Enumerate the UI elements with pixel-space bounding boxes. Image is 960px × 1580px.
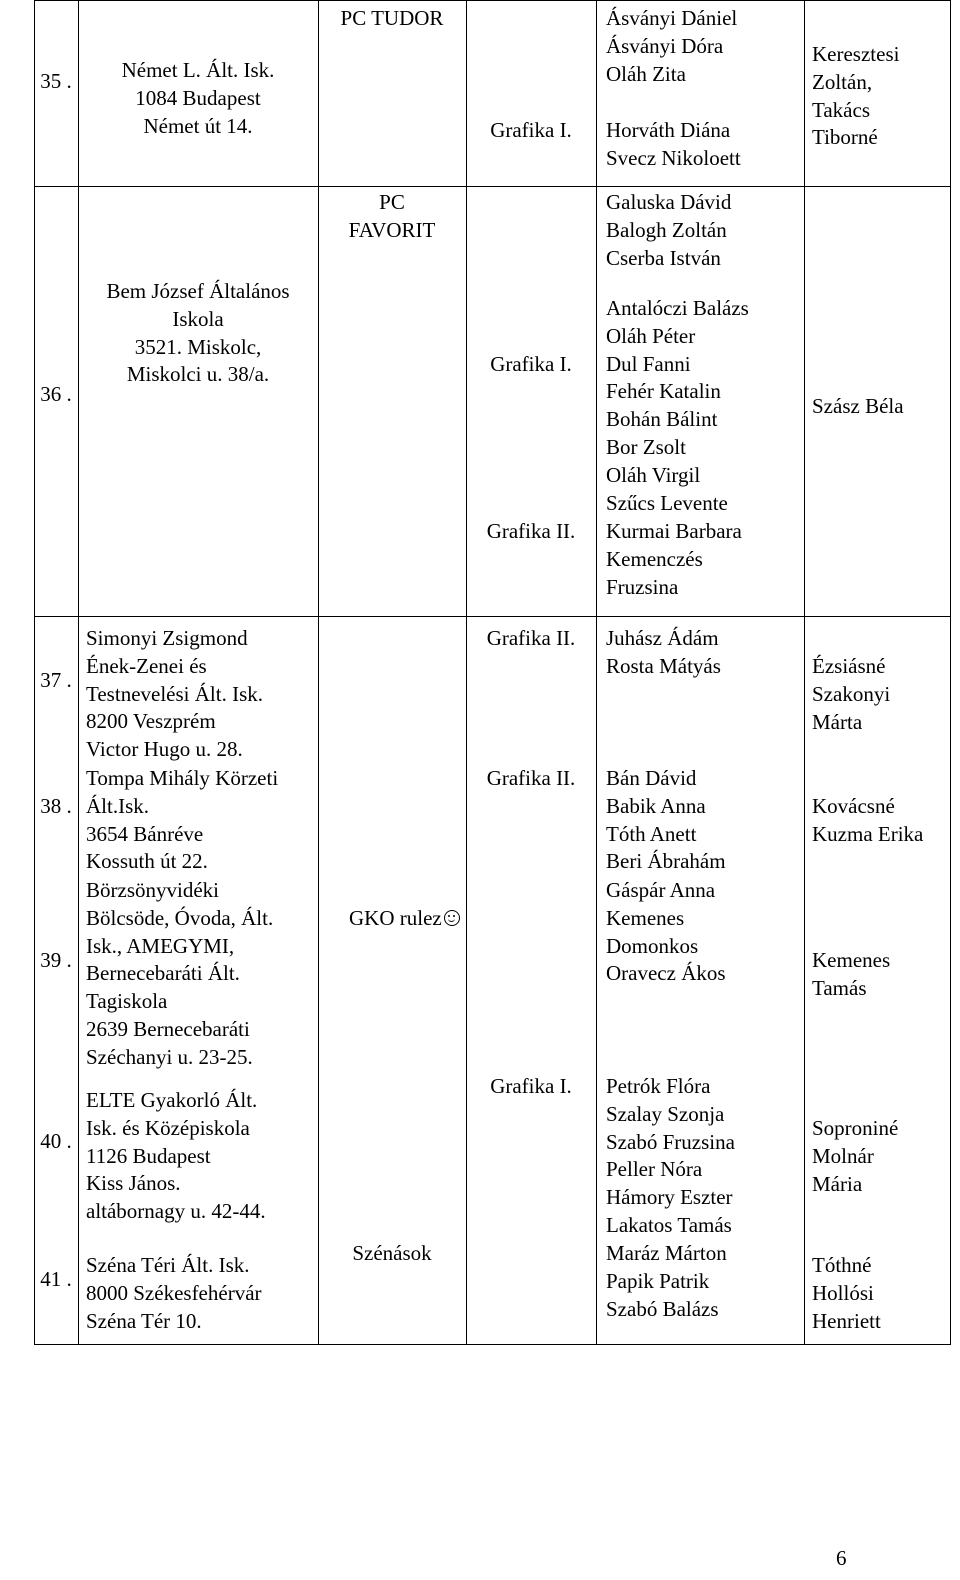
team-label: GKO rulez	[349, 905, 442, 930]
students-cell: Maráz Márton Papik Patrik Szabó Balázs	[606, 1241, 727, 1321]
school-cell: Börzsönyvidéki Bölcsöde, Óvoda, Ált. Isk., AMEGYMI, Bernecebaráti Ált. Tagiskola 2639 Bernecebaráti Széchanyi u. 23-25.	[86, 878, 274, 1069]
row-number: 36 .	[40, 382, 72, 406]
row-number: 35 .	[40, 69, 72, 93]
col-line-4	[596, 0, 597, 1345]
students-cell: Galuska Dávid Balogh Zoltán Cserba István	[606, 190, 732, 270]
school-cell: Német L. Ált. Isk. 1084 Budapest Német út 14.	[121, 58, 275, 138]
students-cell: Juhász Ádám Rosta Mátyás	[606, 626, 721, 678]
category-cell: Grafika II.	[486, 519, 576, 543]
students-cell: Horváth Diána Svecz Nikoloett	[606, 118, 741, 170]
teacher-cell: Szász Béla	[812, 394, 904, 418]
students-cell: Antalóczi Balázs Oláh Péter Dul Fanni Fehér Katalin Bohán Bálint Bor Zsolt Oláh Virgil Szűcs Levente	[606, 296, 749, 515]
col-line-3	[466, 0, 467, 1345]
row-divider-36-37	[34, 616, 951, 617]
teacher-cell: Kemenes Tamás	[812, 948, 891, 1000]
category-cell: Grafika II.	[486, 766, 576, 790]
row-number: 40 .	[40, 1129, 72, 1153]
col-line-5	[804, 0, 805, 1345]
team-cell: PC FAVORIT	[348, 190, 436, 242]
school-cell: Széna Téri Ált. Isk. 8000 Székesfehérvár Széna Tér 10.	[86, 1253, 262, 1333]
row-number: 38 .	[40, 794, 72, 818]
row-number: 41 .	[40, 1267, 72, 1291]
school-cell: Bem József Általános Iskola 3521. Miskolc, Miskolci u. 38/a.	[106, 279, 290, 387]
col-line-1	[78, 0, 79, 1345]
table-border-bottom	[34, 1344, 951, 1345]
category-cell: Grafika I.	[490, 352, 572, 376]
teacher-cell: Keresztesi Zoltán, Takács Tiborné	[812, 42, 900, 150]
teacher-cell: Tóthné Hollósi Henriett	[812, 1253, 881, 1333]
row-divider-35-36	[34, 186, 951, 187]
students-cell: Ásványi Dániel Ásványi Dóra Oláh Zita	[606, 6, 738, 86]
smiley-icon	[444, 910, 460, 926]
page-number: 6	[836, 1546, 847, 1570]
students-cell: Bán Dávid Babik Anna Tóth Anett Beri Ábrahám	[606, 766, 726, 874]
teacher-cell: Sopronіné Molnár Mária	[812, 1116, 899, 1196]
students-cell: Petrók Flóra Szalay Szonja Szabó Fruzsina Peller Nóra Hámory Eszter Lakatos Tamás	[606, 1074, 735, 1237]
students-cell: Kurmai Barbara Kemenczés Fruzsina	[606, 519, 742, 599]
teacher-cell: Ézsiásné Szakonyi Márta	[812, 654, 891, 734]
team-cell	[328, 877, 460, 960]
category-cell: Grafika II.	[486, 626, 576, 650]
table-border-top	[34, 0, 951, 1]
col-line-6	[950, 0, 951, 1345]
teacher-cell: Kovácsné Kuzma Erika	[812, 794, 924, 846]
students-cell: Gáspár Anna Kemenes Domonkos Oravecz Ákos	[606, 878, 726, 986]
school-cell: Tompa Mihály Körzeti Ált.Isk. 3654 Bánréve Kossuth út 22.	[86, 766, 279, 874]
school-cell: ELTE Gyakorló Ált. Isk. és Középiskola 1126 Budapest Kiss János. altábornagy u. 42-44.	[86, 1088, 266, 1224]
row-number: 37 .	[40, 668, 72, 692]
team-cell: PC TUDOR	[340, 6, 444, 30]
row-number: 39 .	[40, 948, 72, 972]
category-cell: Grafika I.	[490, 1074, 572, 1098]
team-cell: Szénások	[352, 1241, 432, 1265]
category-cell: Grafika I.	[490, 118, 572, 142]
school-cell: Simonyi Zsigmond Ének-Zenei és Testnevelési Ált. Isk. 8200 Veszprém Victor Hugo u. 28.	[86, 626, 263, 762]
